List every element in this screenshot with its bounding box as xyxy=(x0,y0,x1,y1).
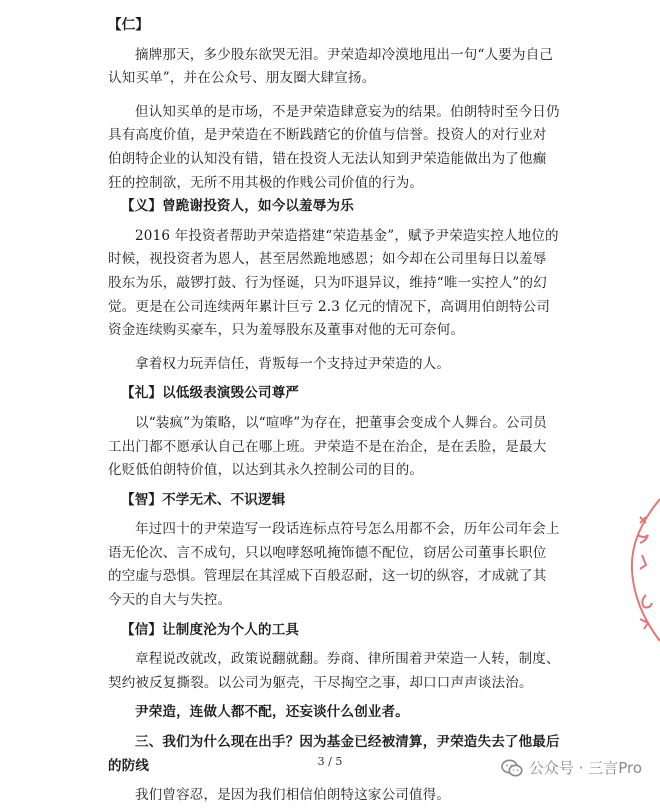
paragraph: 章程说改就改，政策说翻就翻。券商、律所围着尹荣造一人转，制度、契约被反复撕裂。以公司为躯壳，干尽掏空之事，却口口声声谈法治。 xyxy=(108,651,560,691)
section-heading-ren: 【仁】 xyxy=(108,17,150,33)
paragraph: 但认知买单的是市场，不是尹荣造肆意妄为的结果。伯朗特时至今日仍具有高度价值，是尹荣造在不断践踏它的价值与信誉。投资人的对行业对伯朗特企业的认知没有错，错在投资人无法认知到尹荣造能做出为了他癫狂的控制欲，无所不用其极的作贱公司价值的行为。 xyxy=(108,103,560,191)
section-heading-zhi: 【智】不学无术、不识逻辑 xyxy=(121,491,286,508)
paragraph: 以“装疯”为策略，以“喧哗”为存在，把董事会变成个人舞台。公司员工出门都不愿承认自己在哪上班。尹荣造不是在治企，是在丢脸，是最大化贬低伯朗特价值，以达到其永久控制公司的目的。 xyxy=(108,414,548,479)
section-heading-yi: 【义】曾跪谢投资人，如今以羞辱为乐 xyxy=(121,198,354,215)
watermark xyxy=(501,757,642,778)
seal-stamp-graphic xyxy=(626,495,660,645)
document-body xyxy=(108,14,560,808)
paragraph: 我们曾容忍，是因为我们相信伯朗特这家公司值得。 xyxy=(135,787,451,804)
section-heading-xin: 【信】让制度沦为个人的工具 xyxy=(121,621,300,638)
section-heading-li: 【礼】以低级表演毁公司尊严 xyxy=(121,385,300,402)
watermark-text: 公众号 · 三言Pro xyxy=(528,759,642,777)
paragraph: 摘牌那天，多少股东欲哭无泪。尹荣造却冷漠地甩出一句“人要为自己认知买单”，并在公众号、朋友圈大肆宣扬。 xyxy=(108,46,554,87)
seal-stamp xyxy=(626,495,660,645)
paragraph: 年过四十的尹荣造写一段话连标点符号怎么用都不会，历年公司年会上语无伦次、言不成句，只以咆哮怒吼掩饰德不配位，窃居公司董事长职位的空虚与恐惧。管理层在其淫威下百般忍耐，这一切的纵容，才成就了其今天的自大与失控。 xyxy=(108,521,560,609)
page-number: 3 / 5 xyxy=(317,755,343,768)
paragraph: 拿着权力玩弄信任，背叛每一个支持过尹荣造的人。 xyxy=(135,355,451,372)
section-heading-three: 三、我们为什么现在出手？因为基金已经被清算，尹荣造失去了他最后的防线 xyxy=(108,734,560,774)
bold-paragraph: 尹荣造，连做人都不配，还妄谈什么创业者。 xyxy=(135,704,409,721)
wechat-icon xyxy=(501,759,523,777)
paragraph: 2016 年投资者帮助尹荣造搭建“荣造基金”，赋予尹荣造实控人地位的时候，视投资者为恩人，甚至居然跪地感恩；如今却在公司里每日以羞辱股东为乐，敲锣打鼓、行为怪诞，只为吓退异议，维持“唯一实控人”的幻觉。更是在公司连续两年累计巨亏 2.3 亿元的情况下，高调用伯朗特公司资金连续购买豪车，只为羞辱股东及董事对他的无可奈何。 xyxy=(108,227,559,339)
